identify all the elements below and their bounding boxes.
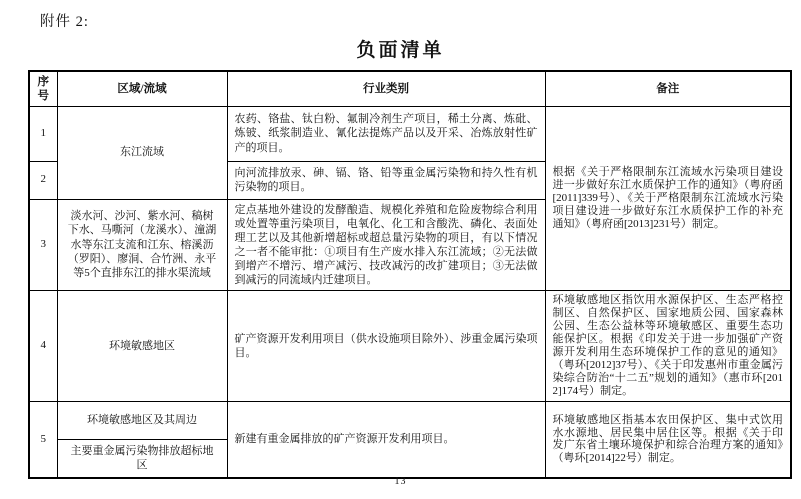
table-row: [29, 401, 791, 439]
row4-remark-cell: 环境敏感地区指饮用水源保护区、生态严格控制区、自然保护区、国家地质公园、国家森林公园、生态公益林等环境敏感区、重要生态功能保护区。根据《印发关于进一步加强矿产资源开发利用生态环境保护工作的意见的通知》（粤环[2012]37号）、《关于印发惠州市重金属污染综合防治“十二五”规划的通知》（惠市环[2012]174号）制定。: [545, 290, 791, 401]
row3-no: 3: [29, 199, 57, 290]
row3-region-cell: 淡水河、沙河、紫水河、稿树下水、马嘶河（龙溪水）、潼湖水等东江支流和江东、榕溪沥（罗阳）、廖洞、合竹洲、永平等5个直排东江的排水渠流域: [57, 199, 227, 290]
col-header-region: 区域/流域: [57, 71, 227, 106]
row5-remark-cell: 环境敏感地区指基本农田保护区、集中式饮用水水源地、居民集中居住区等。根据《关于印发广东省土壤环境保护和综合治理方案的通知》（粤环[2014]22号）制定。: [545, 401, 791, 478]
row3-industry-cell: 定点基地外建设的发酵酿造、规模化养殖和危险废物综合利用或处置等重污染项目，电氧化、化工和含酸洗、磷化、表面处理工艺以及其他新增超标或超总量污染物的项目，有以下情况之一者不能审批：①项目有生产废水排入东江流域；②无法做到增产不增污、增产减污、技改减污的改扩建项目；③无法做到减污的同流域内迁建项目。: [227, 199, 545, 290]
row1-no: 1: [29, 106, 57, 161]
col-header-remark: 备注: [545, 71, 791, 106]
header-row: [29, 71, 791, 106]
row4-no: 4: [29, 290, 57, 401]
negative-list-table: [28, 70, 792, 479]
row4-industry-cell: 矿产资源开发利用项目（供水设施项目除外）、涉重金属污染项目。: [227, 290, 545, 401]
table-row: [29, 106, 791, 161]
page-number: 13: [394, 476, 407, 487]
row4-region-cell: 环境敏感地区: [57, 290, 227, 401]
row5-region-bottom-cell: 主要重金属污染物排放超标地区: [57, 439, 227, 478]
row5-industry-cell: 新建有重金属排放的矿产资源开发利用项目。: [227, 401, 545, 478]
table-row: [29, 290, 791, 401]
row2-no: 2: [29, 161, 57, 199]
row1-industry-cell: 农药、铬盐、钛白粉、氟制冷剂生产项目，稀土分离、炼砒、炼铍、纸浆制造业、氰化法提炼产品以及开采、冶炼放射性矿产的项目。: [227, 106, 545, 161]
row5-no: 5: [29, 401, 57, 478]
col-header-no: 序号: [29, 71, 57, 106]
rows1-3-remark-cell: 根据《关于严格限制东江流域水污染项目建设进一步做好东江水质保护工作的通知》（粤府函[2011]339号）、《关于严格限制东江流域水污染项目建设进一步做好东江水质保护工作的补充通知》（粤府函[2013]231号）制定。: [545, 106, 791, 290]
row1-region-cell: 东江流域: [57, 106, 227, 199]
attachment-label: 附件 2:: [40, 14, 89, 30]
row5-region-top-cell: 环境敏感地区及其周边: [57, 401, 227, 439]
row2-industry-cell: 向河流排放汞、砷、镉、铬、铅等重金属污染物和持久性有机污染物的项目。: [227, 161, 545, 199]
page-title: 负面清单: [356, 40, 445, 61]
col-header-industry: 行业类别: [227, 71, 545, 106]
